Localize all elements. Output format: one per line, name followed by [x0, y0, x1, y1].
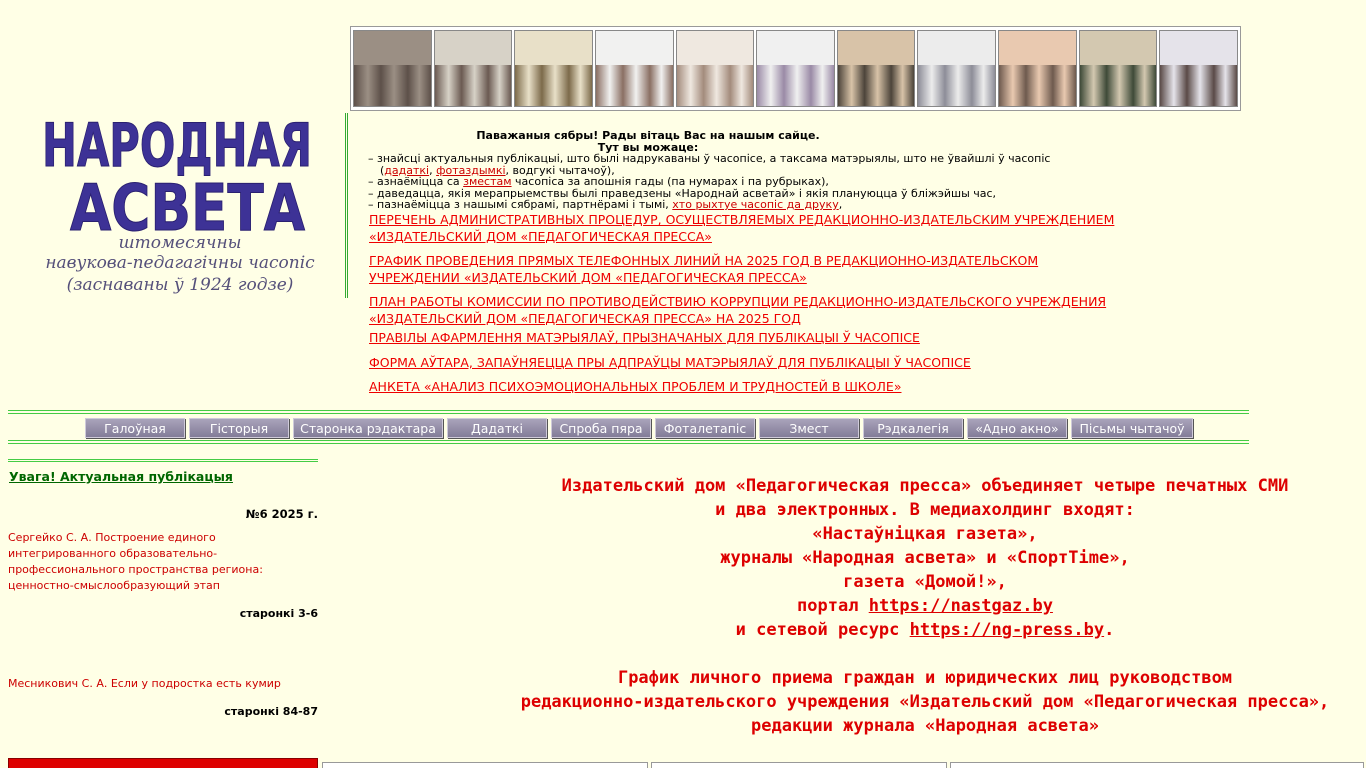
link-editorial-team[interactable]: хто рыхтуе часопіс да друку — [672, 198, 839, 211]
vertical-divider — [345, 113, 348, 298]
nav-rule-bottom — [8, 440, 1249, 444]
main-nav — [85, 418, 1193, 438]
photo-people — [596, 65, 673, 106]
bottom-box-1 — [322, 762, 648, 768]
photo-thumbnail[interactable] — [917, 30, 996, 107]
issue-number: №6 2025 г. — [245, 507, 318, 521]
photo-thumbnail[interactable] — [998, 30, 1077, 107]
nav-home[interactable]: Галоўная — [85, 418, 185, 438]
doc-link-phone-lines[interactable]: ГРАФИК ПРОВЕДЕНИЯ ПРЯМЫХ ТЕЛЕФОННЫХ ЛИНИЙ НА 2025 ГОД В РЕДАКЦИОННО-ИЗДАТЕЛЬСКОМ УЧРЕЖДЕНИИ «ИЗДАТЕЛЬСКИЙ ДОМ «ПЕДАГОГИЧЕСКАЯ ПРЕССА» — [369, 253, 1039, 285]
intro-line-5: – пазнаёміцца з нашымі сябрамі, партнёрамі і тымі, хто рыхтуе часопіс да друку, — [368, 198, 843, 211]
nav-reader-letters[interactable]: Пісьмы чытачоў — [1071, 418, 1193, 438]
logo-sub3: (заснаваны ў 1924 годзе) — [66, 275, 294, 295]
photo-thumbnail[interactable] — [756, 30, 835, 107]
nav-contents[interactable]: Змест — [759, 418, 859, 438]
logo-wordmark — [40, 108, 320, 238]
doc-link-author-form[interactable]: ФОРМА АЎТАРА, ЗАПАЎНЯЕЦЦА ПРЫ АДПРАЎЦЫ МАТЭРЫЯЛАЎ ДЛЯ ПУБЛІКАЦЫІ Ў ЧАСОПІСЕ — [369, 354, 971, 370]
doc-link-anticorruption[interactable]: ПЛАН РАБОТЫ КОМИССИИ ПО ПРОТИВОДЕЙСТВИЮ КОРРУПЦИИ РЕДАКЦИОННО-ИЗДАТЕЛЬСКОГО УЧРЕЖДЕНИЯ «ИЗДАТЕЛЬСКИЙ ДОМ «ПЕДАГОГИЧЕСКАЯ ПРЕССА» НА 2025 ГОД — [369, 294, 1107, 326]
photo-thumbnail[interactable] — [676, 30, 755, 107]
link-dadatki[interactable]: дадаткі — [384, 163, 430, 177]
link-fotazdymki[interactable]: фотаздымкі — [436, 163, 506, 177]
article-1-pages: старонкі 3-6 — [239, 607, 318, 620]
schedule-line-1: График личного приема граждан и юридических лиц руководством — [617, 668, 1233, 688]
nav-editorial-board[interactable]: Рэдкалегія — [863, 418, 963, 438]
announce-line-2: и два электронных. В медиахолдинг входят: — [715, 500, 1135, 520]
intro-line-2: (дадаткі, фотаздымкі, водгукі чытачоў), — [380, 163, 615, 177]
photo-people — [1160, 65, 1237, 106]
photo-thumbnail[interactable] — [514, 30, 593, 107]
photo-thumbnail[interactable] — [1159, 30, 1238, 107]
logo-line2: АСВЕТА — [70, 172, 306, 238]
logo-sub1: штомесячны — [118, 233, 242, 253]
bottom-box-3 — [950, 762, 1364, 768]
nav-history[interactable]: Гісторыя — [189, 418, 289, 438]
announce-line-5: газета «Домой!», — [843, 572, 1007, 592]
photo-thumbnail[interactable] — [434, 30, 513, 107]
left-rule — [8, 459, 318, 462]
intro-line-3: – азнаёміцца са зместам часопіса за апошнія гады (па нумарах і па рубрыках), — [368, 175, 829, 188]
nav-supplements[interactable]: Дадаткі — [447, 418, 547, 438]
bottom-boxes — [322, 762, 1366, 768]
media-holding-announcement — [500, 474, 1350, 738]
photo-people — [435, 65, 512, 106]
actual-publication-link[interactable]: Увага! Актуальная публікацыя — [9, 469, 233, 484]
intro-block — [368, 130, 1168, 211]
greeting: Паважаныя сябры! Рады вітаць Вас на нашым сайце. Тут вы можаце: — [476, 129, 820, 154]
article-1-title[interactable]: Сергейко С. А. Построение единого интегрированного образовательно-профессионального пространства региона: ценностно-смыслообразующий этап — [8, 531, 263, 592]
nav-photo-chronicle[interactable]: Фоталетапіс — [655, 418, 755, 438]
link-zmest[interactable]: зместам — [463, 175, 512, 188]
photo-strip — [350, 26, 1241, 111]
nav-rule-top — [8, 410, 1249, 414]
doc-link-admin-procedures[interactable]: ПЕРЕЧЕНЬ АДМИНИСТРАТИВНЫХ ПРОЦЕДУР, ОСУЩЕСТВЛЯЕМЫХ РЕДАКЦИОННО-ИЗДАТЕЛЬСКИМ УЧРЕЖДЕНИЕМ «ИЗДАТЕЛЬСКИЙ ДОМ «ПЕДАГОГИЧЕСКАЯ ПРЕССА» — [369, 212, 1115, 244]
photo-thumbnail[interactable] — [837, 30, 916, 107]
announce-line-6: портал https://nastgaz.by — [797, 596, 1053, 616]
announce-line-7: и сетевой ресурс https://ng-press.by. — [735, 620, 1115, 640]
photo-thumbnail[interactable] — [353, 30, 432, 107]
article-2-title[interactable]: Месникович С. А. Если у подростка есть кумир — [8, 677, 281, 690]
article-2-pages: старонкі 84-87 — [224, 705, 318, 718]
red-banner[interactable] — [8, 758, 318, 768]
doc-link-survey[interactable]: АНКЕТА «АНАЛИЗ ПСИХОЭМОЦИОНАЛЬНЫХ ПРОБЛЕМ И ТРУДНОСТЕЙ В ШКОЛЕ» — [369, 379, 902, 394]
photo-people — [838, 65, 915, 106]
photo-people — [999, 65, 1076, 106]
intro-line-1: – знайсці актуальныя публікацыі, што былі надрукаваны ў часопісе, а таксама матэрыялы, што не ўвайшлі ў часопіс — [368, 152, 1051, 165]
nav-one-window[interactable]: «Адно акно» — [967, 418, 1067, 438]
schedule-line-3: редакции журнала «Народная асвета» — [751, 716, 1099, 736]
photo-thumbnail[interactable] — [1079, 30, 1158, 107]
photo-people — [1080, 65, 1157, 106]
nav-pen-trial[interactable]: Спроба пяра — [551, 418, 651, 438]
logo-line1: НАРОДНАЯ — [42, 111, 312, 181]
photo-people — [515, 65, 592, 106]
photo-people — [757, 65, 834, 106]
schedule-line-2: редакционно-издательского учреждения «Издательский дом «Педагогическая пресса», — [520, 692, 1330, 712]
announce-line-1: Издательский дом «Педагогическая пресса» объединяет четыре печатных СМИ — [561, 476, 1289, 496]
announce-line-3: «Настаўніцкая газета», — [812, 524, 1038, 544]
photo-people — [677, 65, 754, 106]
link-nastgaz[interactable]: https://nastgaz.by — [868, 596, 1053, 616]
link-ng-press[interactable]: https://ng-press.by — [909, 620, 1105, 640]
announce-line-4: журналы «Народная асвета» и «СпортTime», — [720, 548, 1130, 568]
photo-people — [918, 65, 995, 106]
intro-line-4: – даведацца, якія мерапрыемствы былі праведзены «Народнай асветай» і якія плануюцца ў бліжэйшы час, — [368, 186, 997, 200]
photo-thumbnail[interactable] — [595, 30, 674, 107]
nav-editor-page[interactable]: Старонка рэдактара — [293, 418, 443, 438]
logo-sub2: навукова-педагагічны часопіс — [45, 253, 315, 273]
doc-link-rules[interactable]: ПРАВІЛЫ АФАРМЛЕННЯ МАТЭРЫЯЛАЎ, ПРЫЗНАЧАНЫХ ДЛЯ ПУБЛІКАЦЫІ Ў ЧАСОПІСЕ — [369, 330, 920, 345]
photo-people — [354, 65, 431, 106]
bottom-box-2 — [651, 762, 947, 768]
document-links — [369, 212, 1129, 404]
